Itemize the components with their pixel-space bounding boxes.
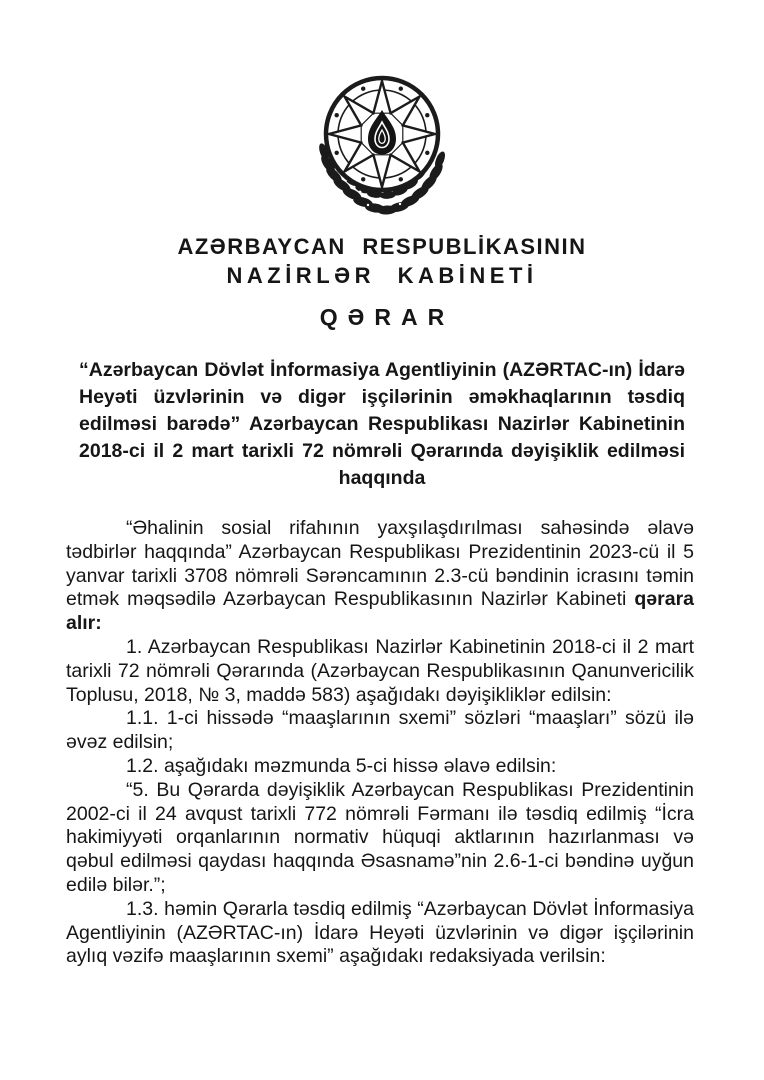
emblem-container [0, 72, 764, 220]
paragraph-segment: qərara alır: [66, 588, 694, 635]
org-name-line2: NAZİRLƏR KABİNETİ [226, 263, 538, 288]
body-paragraph [66, 636, 694, 707]
org-name-block [0, 232, 764, 290]
body-paragraph [66, 779, 694, 898]
body-paragraph [66, 517, 694, 636]
org-name-line1: AZƏRBAYCAN RESPUBLİKASININ [177, 234, 587, 259]
doc-body [0, 517, 764, 969]
azerbaijan-coat-of-arms-icon [307, 72, 457, 222]
body-paragraph [66, 755, 694, 779]
paragraph-segment: “Əhalinin sosial rifahının yaxşılaşdırılması sahəsində əlavə tədbirlər haqqında” Azərbaycan Respublikası Prezidentinin 2023-cü il 5 yanvar tarixli 3708 nömrəli Sərəncamının 2.3-cü bəndinin icrasını təmin etmək məqsədilə Azərbaycan Respublikasının Nazirlər Kabineti [66, 517, 694, 611]
body-paragraph [66, 898, 694, 969]
doc-title: “Azərbaycan Dövlət İnformasiya Agentliyinin (AZƏRTAC-ın) İdarə Heyəti üzvlərinin və digər işçilərinin əməkhaqlarının təsdiq edilməsi barədə” Azərbaycan Respublikası Nazirlər Kabinetinin 2018-ci il 2 mart tarixli 72 nömrəli Qərarında dəyişiklik edilməsi haqqında [79, 359, 685, 489]
doc-type-heading: QƏRAR [319, 304, 455, 330]
paragraph-segment: “5. Bu Qərarda dəyişiklik Azərbaycan Respublikası Prezidentinin 2002-ci il 24 avqust tarixli 772 nömrəli Fərmanı ilə təsdiq edilmiş “İcra hakimiyyəti orqanlarının normativ hüquqi aktlarının hazırlanması və qəbul edilməsi qaydası haqqında Əsasnamə”nin 2.6-1-ci bəndinə uyğun edilə bilər.”; [66, 778, 694, 896]
body-paragraph [66, 707, 694, 755]
paragraph-segment: 1.3. həmin Qərarla təsdiq edilmiş “Azərbaycan Dövlət İnformasiya Agentliyinin (AZƏRTAC-ın) İdarə Heyəti üzvlərinin və digər işçilərinin aylıq vəzifə maaşlarının sxemi” aşağıdakı redaksiyada verilsin: [66, 897, 694, 968]
paragraph-segment: 1. Azərbaycan Respublikası Nazirlər Kabinetinin 2018-ci il 2 mart tarixli 72 nömrəli Qərarında (Azərbaycan Respublikasının Qanunvericilik Toplusu, 2018, № 3, maddə 583) aşağıdakı dəyişikliklər edilsin: [66, 635, 694, 706]
paragraph-segment: 1.2. aşağıdakı məzmunda 5-ci hissə əlavə edilsin: [126, 754, 557, 777]
paragraph-segment: 1.1. 1-ci hissədə “maaşlarının sxemi” sözləri “maaşları” sözü ilə əvəz edilsin; [66, 707, 694, 754]
